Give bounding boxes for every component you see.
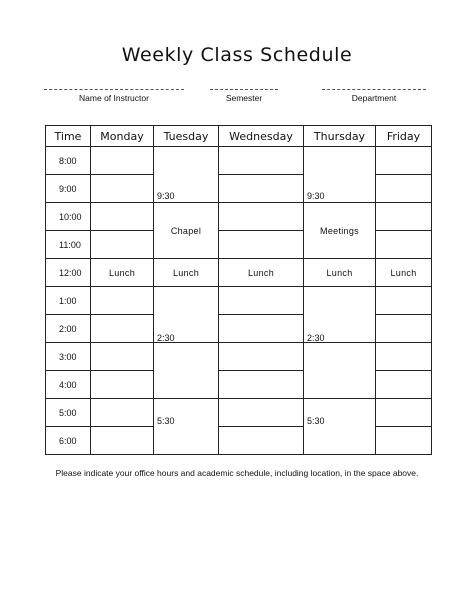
instructor-name-line [44,89,184,90]
friday-slot[interactable] [376,427,432,455]
wednesday-slot[interactable] [219,427,304,455]
header-monday: Monday [91,126,154,147]
row-8-00 [46,147,432,175]
friday-slot[interactable] [376,203,432,231]
time-label: 6:00 [46,427,91,455]
wednesday-slot[interactable] [219,399,304,427]
page-title: Weekly Class Schedule [121,44,353,66]
footer-note: Please indicate your office hours and academic schedule, including location, in the space above. [55,468,419,478]
tuesday-chapel[interactable]: Chapel [154,203,219,259]
tuesday-block-evening[interactable] [154,399,219,455]
header-time: Time [46,126,91,147]
header-row [46,126,432,147]
time-label: 8:00 [46,147,91,175]
tuesday-lunch[interactable]: Lunch [154,259,219,287]
schedule-table [45,125,432,455]
thursday-930-label: 9:30 [307,191,325,201]
friday-slot[interactable] [376,315,432,343]
wednesday-slot[interactable] [219,343,304,371]
monday-slot[interactable] [91,147,154,175]
time-label: 5:00 [46,399,91,427]
monday-slot[interactable] [91,371,154,399]
semester-field[interactable] [210,89,278,103]
time-label: 11:00 [46,231,91,259]
department-label: Department [351,93,397,103]
row-3-00 [46,343,432,371]
instructor-name-field[interactable] [44,89,184,103]
header-thursday: Thursday [304,126,376,147]
tuesday-930-label: 9:30 [157,191,175,201]
department-field[interactable] [322,89,426,103]
monday-slot[interactable] [91,343,154,371]
thursday-block-afternoon-2[interactable] [304,343,376,399]
time-label: 2:00 [46,315,91,343]
time-label: 3:00 [46,343,91,371]
friday-slot[interactable] [376,399,432,427]
header-wednesday: Wednesday [219,126,304,147]
row-5-00 [46,399,432,427]
row-1-00 [46,287,432,315]
friday-slot[interactable] [376,147,432,175]
thursday-lunch[interactable]: Lunch [304,259,376,287]
row-12-00 [46,259,432,287]
monday-slot[interactable] [91,315,154,343]
wednesday-slot[interactable] [219,371,304,399]
thursday-530-label: 5:30 [307,416,325,426]
friday-slot[interactable] [376,343,432,371]
time-label: 10:00 [46,203,91,231]
tuesday-230-label: 2:30 [157,333,175,343]
tuesday-530-label: 5:30 [157,416,175,426]
friday-slot[interactable] [376,371,432,399]
wednesday-lunch[interactable]: Lunch [219,259,304,287]
monday-slot[interactable] [91,427,154,455]
thursday-meetings[interactable]: Meetings [304,203,376,259]
thursday-230-label: 2:30 [307,333,325,343]
semester-label: Semester [225,93,263,103]
friday-lunch[interactable]: Lunch [376,259,432,287]
time-label: 1:00 [46,287,91,315]
row-10-00 [46,203,432,231]
instructor-name-label: Name of Instructor [79,93,149,103]
wednesday-slot[interactable] [219,147,304,175]
wednesday-slot[interactable] [219,315,304,343]
monday-lunch[interactable]: Lunch [91,259,154,287]
monday-slot[interactable] [91,399,154,427]
monday-slot[interactable] [91,287,154,315]
friday-slot[interactable] [376,231,432,259]
thursday-block-evening[interactable] [304,399,376,455]
friday-slot[interactable] [376,175,432,203]
wednesday-slot[interactable] [219,287,304,315]
header-friday: Friday [376,126,432,147]
time-label: 9:00 [46,175,91,203]
monday-slot[interactable] [91,231,154,259]
department-line [322,89,426,90]
semester-line [210,89,278,90]
tuesday-block-afternoon-2[interactable] [154,343,219,399]
friday-slot[interactable] [376,287,432,315]
header-tuesday: Tuesday [154,126,219,147]
time-label: 12:00 [46,259,91,287]
monday-slot[interactable] [91,203,154,231]
time-label: 4:00 [46,371,91,399]
monday-slot[interactable] [91,175,154,203]
wednesday-slot[interactable] [219,175,304,203]
wednesday-slot[interactable] [219,203,304,231]
wednesday-slot[interactable] [219,231,304,259]
